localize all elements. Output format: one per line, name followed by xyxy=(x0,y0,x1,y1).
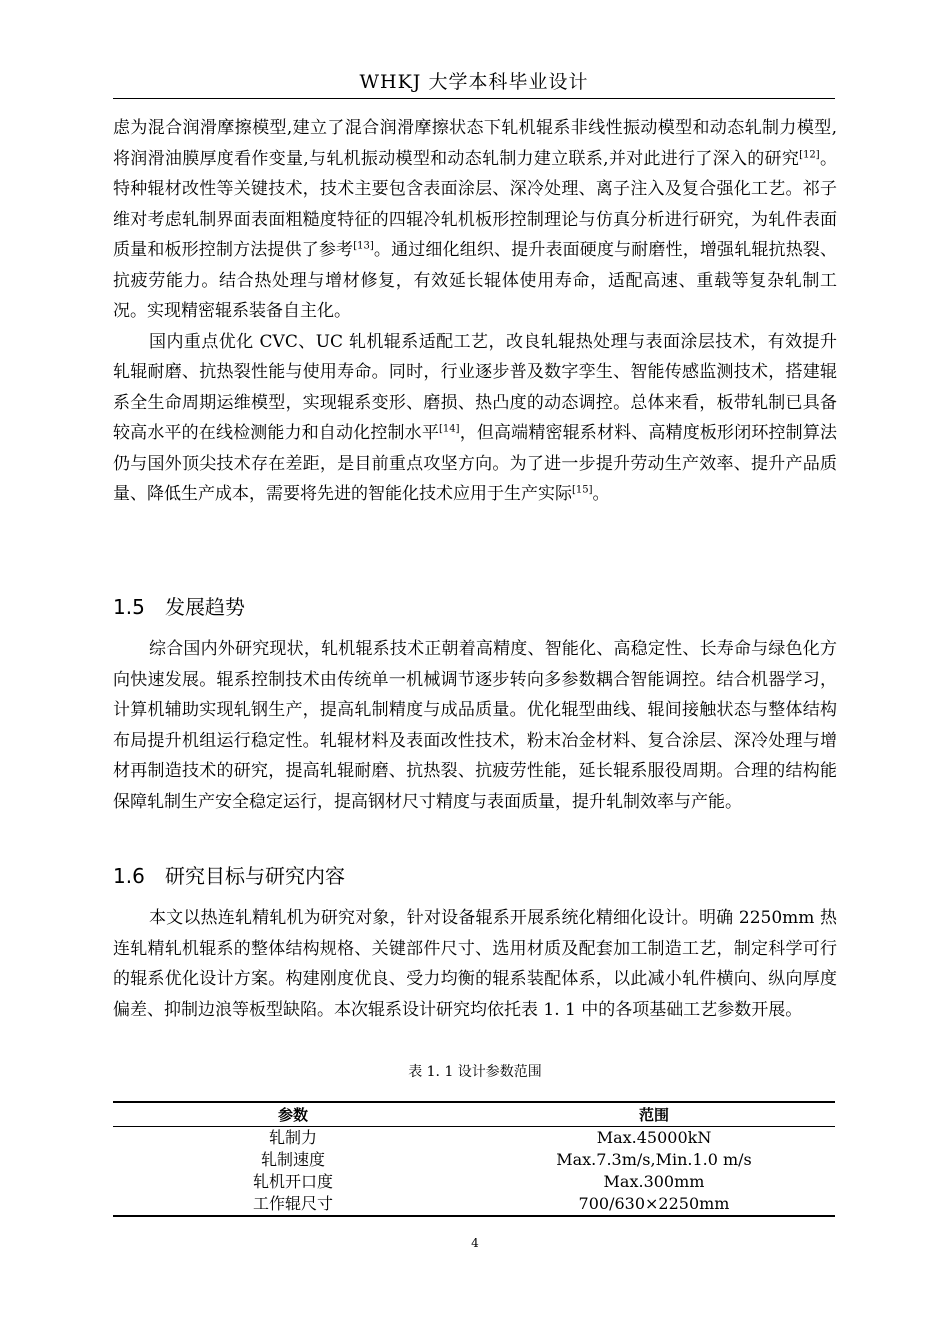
paragraph xyxy=(113,113,837,327)
paragraph-text: 。特种辊材改性等关键技术，技术主要包含表面涂层、深冷处理、离子注入及复合强化工艺。祁子维对考虑轧制界面表面粗糙度特征的四辊冷轧机板形控制理论与仿真分析进行研究，为轧件表面质量和板形控制方法提供了参考 xyxy=(113,148,838,260)
paragraph-text: 。 xyxy=(592,484,610,504)
table-cell: Max.7.3m/s,Min.1.0 m/s xyxy=(556,1150,752,1169)
citation: [15] xyxy=(572,484,593,496)
table-cell: Max.45000kN xyxy=(596,1128,712,1147)
paragraph-text: 虑为混合润滑摩擦模型,建立了混合润滑摩擦状态下轧机辊系非线性振动模型和动态轧制力模型,将润滑油膜厚度看作变量,与轧机振动模型和动态轧制力建立联系,并对此进行了深入的研究 xyxy=(113,118,837,169)
section-title: 研究目标与研究内容 xyxy=(165,864,345,888)
paragraph-text: ，但高端精密辊系材料、高精度板形闭环控制算法仍与国外顶尖技术存在差距，是目前重点攻坚方向。为了进一步提升劳动生产效率、提升产品质量、降低生产成本，需要将先进的智能化技术应用于生产实际 xyxy=(113,423,838,504)
section-title: 发展趋势 xyxy=(165,595,245,619)
section-heading-1-6 xyxy=(113,861,345,891)
section-1-6-body xyxy=(113,903,837,1025)
page-header xyxy=(113,66,835,99)
table-cell: 工作辊尺寸 xyxy=(252,1194,333,1213)
paragraph-text: 国内重点优化 CVC、UC 轧机辊系适配工艺，改良轧辊热处理与表面涂层技术，有效提升轧辊耐磨、抗热裂性能与使用寿命。同时，行业逐步普及数字孪生、智能传感监测技术，搭建辊系全生命周期运维模型，实现辊系变形、磨损、热凸度的动态调控。总体来看，板带轧制已具备较高水平的在线检测能力和自动化控制水平 xyxy=(113,331,837,443)
citation: [13] xyxy=(353,240,374,252)
citation: [14] xyxy=(439,423,460,435)
table-row xyxy=(113,1149,835,1171)
table-cell: Max.300mm xyxy=(603,1172,705,1191)
section-number: 1.5 xyxy=(113,595,145,619)
table-row xyxy=(113,1171,835,1193)
paragraph: 综合国内外研究现状，轧机辊系技术正朝着高精度、智能化、高稳定性、长寿命与绿色化方向快速发展。辊系控制技术由传统单一机械调节逐步转向多参数耦合智能调控。结合机器学习，计算机辅助实现轧钢生产，提高轧制精度与成品质量。优化辊型曲线、辊间接触状态与整体结构布局提升机组运行稳定性。轧辊材料及表面改性技术，粉末冶金材料、复合涂层、深冷处理与增材再制造技术的研究，提高轧辊耐磨、抗热裂、抗疲劳性能，延长辊系服役周期。合理的结构能保障轧制生产安全稳定运行，提高钢材尺寸精度与表面质量，提升轧制效率与产能。 xyxy=(113,639,837,812)
paragraph-text: 。通过细化组织、提升表面硬度与耐磨性，增强轧辊抗热裂、抗疲劳能力。结合热处理与增材修复，有效延长辊体使用寿命，适配高速、重载等复杂轧制工况。实现精密辊系装备自主化。 xyxy=(113,240,838,321)
header-title: WHKJ 大学本科毕业设计 xyxy=(359,71,589,93)
section-1-5-body xyxy=(113,634,837,817)
table-header-cell: 范围 xyxy=(638,1106,669,1124)
table-cell: 轧机开口度 xyxy=(252,1172,333,1191)
page-number: 4 xyxy=(471,1236,479,1250)
parameter-table xyxy=(113,1101,835,1217)
table-row xyxy=(113,1127,835,1150)
section-number: 1.6 xyxy=(113,864,145,888)
table-header-cell: 参数 xyxy=(277,1106,308,1124)
table-cell: 轧制力 xyxy=(268,1128,317,1147)
body-text-top xyxy=(113,113,837,510)
table-cell: 轧制速度 xyxy=(260,1150,325,1169)
section-heading-1-5 xyxy=(113,592,245,622)
paragraph: 本文以热连轧精轧机为研究对象，针对设备辊系开展系统化精细化设计。明确 2250mm 热连轧精轧机辊系的整体结构规格、关键部件尺寸、选用材质及配套加工制造工艺，制定科学可行的辊系优化设计方案。构建刚度优良、受力均衡的辊系装配体系，以此减小轧件横向、纵向厚度偏差、抑制边浪等板型缺陷。本次辊系设计研究均依托表 1. 1 中的各项基础工艺参数开展。 xyxy=(113,908,837,1020)
citation: [12] xyxy=(799,148,820,160)
table-header-row xyxy=(113,1102,835,1127)
table-row xyxy=(113,1193,835,1216)
table-cell: 700/630×2250mm xyxy=(578,1194,730,1213)
table-caption: 表 1. 1 设计参数范围 xyxy=(408,1064,542,1080)
paragraph xyxy=(113,327,837,510)
